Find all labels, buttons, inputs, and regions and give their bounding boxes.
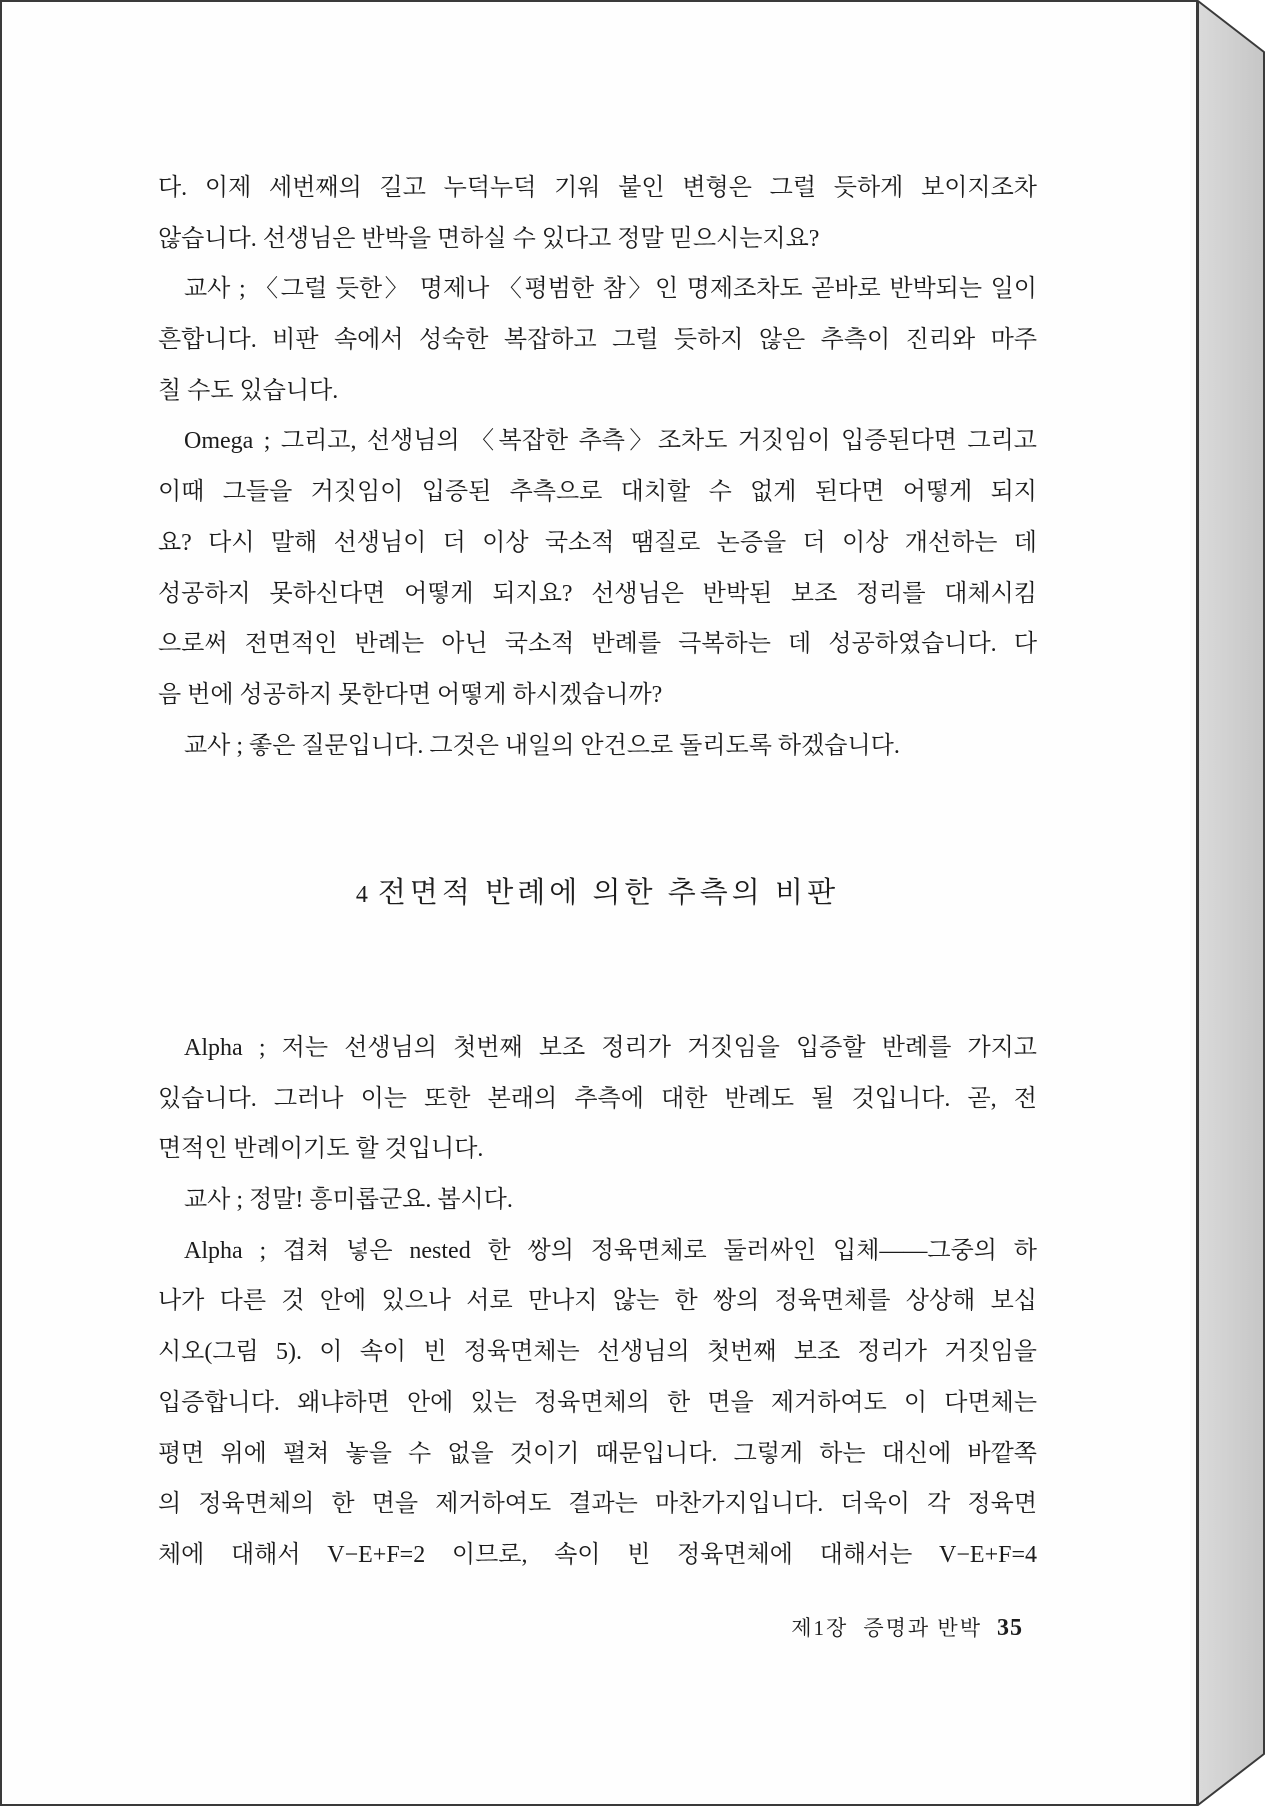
text-line: 교사 ; 정말! 흥미롭군요. 봅시다.: [184, 1187, 513, 1214]
text-line: 으로써 전면적인 반례는 아닌 국소적 반례를 극복하는 데 성공하였습니다. 다: [158, 631, 1037, 658]
text-line: 면적인 반례이기도 할 것입니다.: [158, 1136, 484, 1163]
paragraph-teacher: [158, 264, 1037, 416]
text-line: 요? 다시 말해 선생님이 더 이상 국소적 땜질로 논증을 더 이상 개선하는 데: [158, 529, 1037, 556]
text-line: 칠 수도 있습니다.: [158, 377, 339, 404]
page-footer: [791, 1608, 1023, 1648]
text-line: 교사 ; 〈그럴 듯한〉 명제나 〈평범한 참〉인 명제조차도 곧바로 반박되는 일이: [184, 276, 1037, 303]
text-line: 성공하지 못하신다면 어떻게 되지요? 선생님은 반박된 보조 정리를 대체시킴: [158, 580, 1037, 607]
text-line: 의 정육면체의 한 면을 제거하여도 결과는 마찬가지입니다. 더욱이 각 정육면: [158, 1491, 1037, 1518]
text-line: Alpha ; 겹쳐 넣은 nested 한 쌍의 정육면체로 둘러싸인 입체――그중의 하: [184, 1237, 1037, 1264]
paragraph-omega: [158, 416, 1037, 720]
chapter-label: 제1장: [791, 1616, 849, 1640]
text-line: 체에 대해서 V−E+F=2 이므로, 속이 빈 정육면체에 대해서는 V−E+F=4: [158, 1541, 1037, 1568]
page-edge-shape: [1198, 1, 1264, 1805]
section-heading: [158, 868, 1037, 918]
text-line: 시오(그림 5). 이 속이 빈 정육면체는 선생님의 첫번째 보조 정리가 거짓임을: [158, 1339, 1037, 1366]
text-line: Omega ; 그리고, 선생님의 〈복잡한 추측〉조차도 거짓임이 입증된다면 그리고: [184, 428, 1037, 455]
text-line: 있습니다. 그러나 이는 또한 본래의 추측에 대한 반례도 될 것입니다. 곧, 전: [158, 1085, 1037, 1112]
text-line: 교사 ; 좋은 질문입니다. 그것은 내일의 안건으로 돌리도록 하겠습니다.: [184, 732, 900, 759]
paragraph-teacher: [158, 1175, 1037, 1226]
text-line: Alpha ; 저는 선생님의 첫번째 보조 정리가 거짓임을 입증할 반례를 가지고: [184, 1035, 1037, 1061]
text-block-top: [158, 163, 1037, 771]
text-line: 음 번에 성공하지 못한다면 어떻게 하시겠습니까?: [158, 681, 663, 708]
text-line: 흔합니다. 비판 속에서 성숙한 복잡하고 그럴 듯하지 않은 추측이 진리와 마주: [158, 327, 1037, 354]
section-number: 4: [355, 882, 368, 908]
paragraph-teacher: [158, 721, 1037, 772]
text-line: 이때 그들을 거짓임이 입증된 추측으로 대치할 수 없게 된다면 어떻게 되지: [158, 479, 1037, 506]
paragraph-continuation: [158, 163, 1037, 264]
section-title: 전면적 반례에 의한 추측의 비판: [377, 877, 840, 909]
page-number: 35: [997, 1615, 1023, 1641]
text-line: 평면 위에 펼쳐 놓을 수 없을 것이기 때문입니다. 그렇게 하는 대신에 바깥쪽: [158, 1440, 1037, 1467]
text-block-bottom: [158, 1023, 1037, 1581]
text-line: 나가 다른 것 안에 있으나 서로 만나지 않는 한 쌍의 정육면체를 상상해 보십: [158, 1288, 1037, 1315]
text-line: 않습니다. 선생님은 반박을 면하실 수 있다고 정말 믿으시는지요?: [158, 225, 820, 252]
paragraph-alpha: [158, 1023, 1037, 1175]
text-line: 입증합니다. 왜냐하면 안에 있는 정육면체의 한 면을 제거하여도 이 다면체는: [158, 1389, 1037, 1416]
running-title: 증명과 반박: [863, 1616, 982, 1640]
paragraph-alpha: [158, 1226, 1037, 1581]
page-edge: [1196, 0, 1266, 1806]
text-line: 다. 이제 세번째의 길고 누덕누덕 기워 붙인 변형은 그럴 듯하게 보이지조차: [158, 175, 1037, 201]
